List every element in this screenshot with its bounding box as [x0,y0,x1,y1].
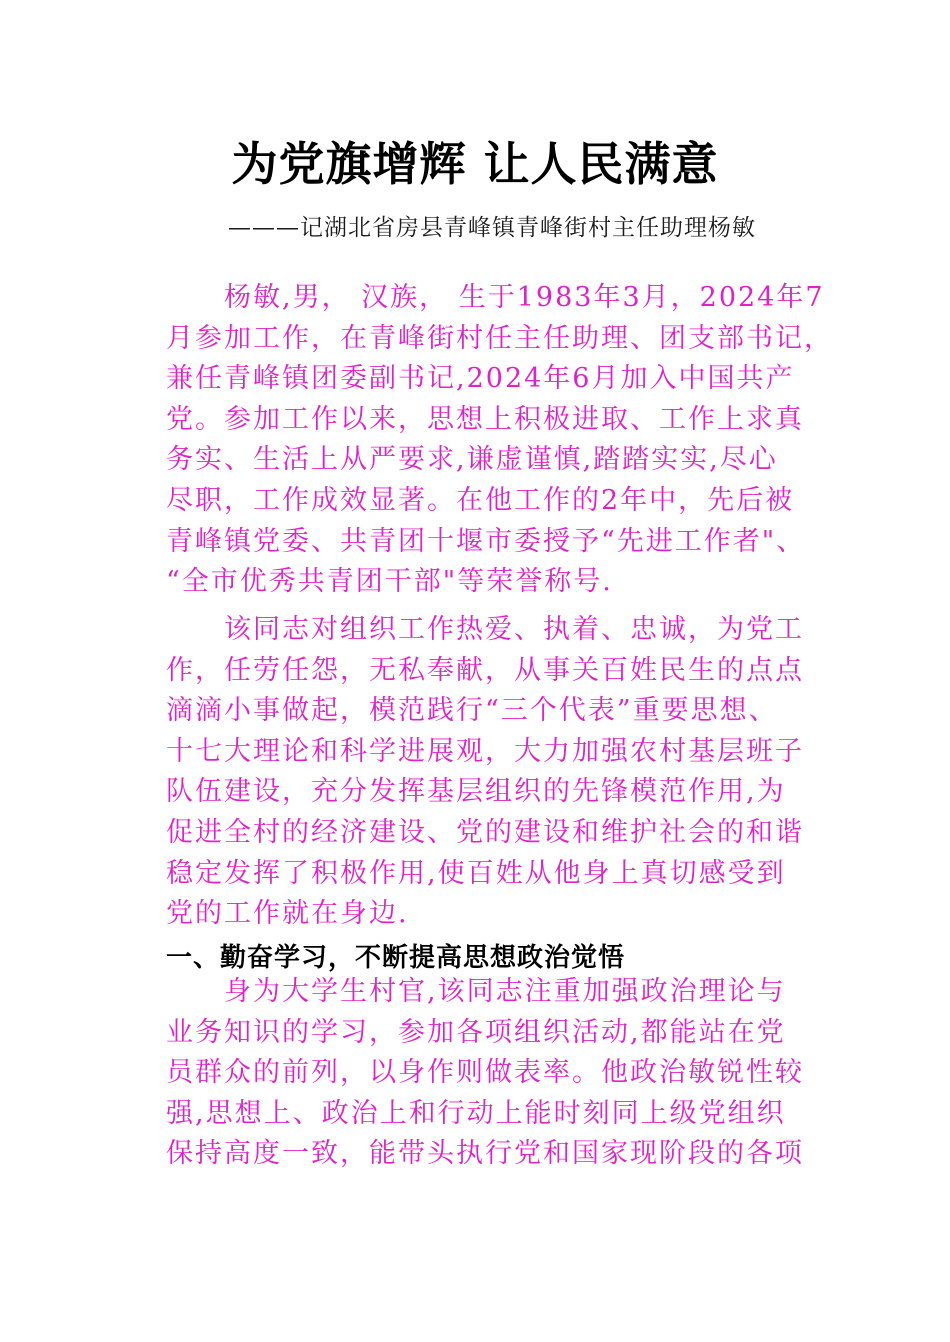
paragraph-line: 杨敏,男， 汉族， 生于1983年3月，2024年7 [166,282,825,313]
paragraph-study [166,972,804,1175]
paragraph-line: 兼任青峰镇团委副书记,2024年6月加入中国共产 [166,363,795,395]
paragraph-line: 作，任劳任怨，无私奉献，从事关百姓民生的点点 [166,654,804,686]
paragraph-line: 党的工作就在身边. [166,898,409,930]
page-title: 为党旗增辉 让人民满意 [231,137,719,191]
paragraph-line: 务实、生活上从严要求,谦虚谨慎,踏踏实实,尽心 [166,444,778,476]
paragraph-line: 该同志对组织工作热爱、执着、忠诚，为党工 [166,614,804,645]
paragraph-line: 十七大理论和科学进展观，大力加强农村基层班子 [166,735,804,767]
paragraph-line: 身为大学生村官,该同志注重加强政治理论与 [166,976,786,1007]
page-subtitle: ———记湖北省房县青峰镇青峰街村主任助理杨敏 [228,215,756,241]
section-heading: 一、勤奋学习，不断提高思想政治觉悟 [166,943,626,973]
paragraph-line: 稳定发挥了积极作用,使百姓从他身上真切感受到 [166,857,786,889]
paragraph-line: 党。参加工作以来，思想上积极进取、工作上求真 [166,403,804,435]
paragraph-line: 促进全村的经济建设、党的建设和维护社会的和谐 [166,816,804,848]
paragraph-line: 强,思想上、政治上和行动上能时刻同上级党组织 [166,1097,786,1129]
paragraph-intro [166,278,833,603]
paragraph-line: 滴滴小事做起，模范践行“三个代表”重要思想、 [166,695,778,727]
paragraph-line: 员群众的前列，以身作则做表率。他政治敏锐性较 [166,1057,804,1089]
paragraph-line: 青峰镇党委、共青团十堰市委授予“先进工作者"、 [166,525,806,557]
paragraph-line: 业务知识的学习，参加各项组织活动,都能站在党 [166,1016,786,1048]
paragraph-line: 保持高度一致，能带头执行党和国家现阶段的各项 [166,1138,804,1170]
paragraph-line: 月参加工作，在青峰街村任主任助理、团支部书记， [166,322,833,354]
paragraph-line: 尽职，工作成效显著。在他工作的2年中，先后被 [166,484,795,516]
paragraph-dedication [166,610,804,935]
paragraph-line: 队伍建设，充分发挥基层组织的先锋模范作用,为 [166,776,786,808]
paragraph-line: “全市优秀共青团干部"等荣誉称号. [166,566,613,598]
